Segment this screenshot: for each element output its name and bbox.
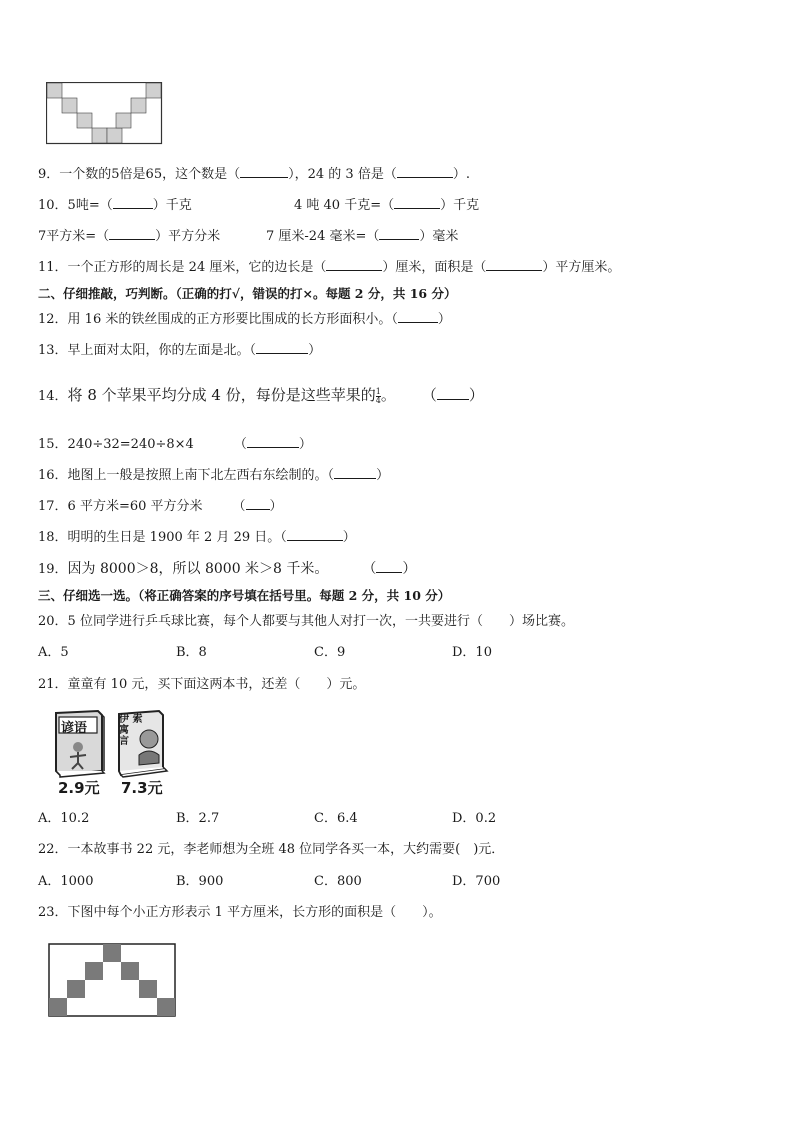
- grid-cell: [146, 83, 161, 98]
- question-number: 11．: [38, 260, 68, 275]
- question-17: 17．6 平方米=60 平方分米 （ ）: [38, 499, 283, 514]
- answer-blank[interactable]: [437, 387, 469, 400]
- section-2-heading: 二、仔细推敲，巧判断。（正确的打√，错误的打×。每题 2 分，共 16 分）: [38, 286, 457, 301]
- answer-blank[interactable]: [247, 435, 299, 448]
- answer-blank[interactable]: [379, 227, 419, 240]
- q20-option-d[interactable]: D．10: [452, 645, 492, 660]
- question-number: 19．: [38, 562, 68, 577]
- question-16: 16．地图上一般是按照上南下北左西右东绘制的。（ ）: [38, 468, 390, 483]
- question-19: 19．因为 8000＞8，所以 8000 米＞8 千米。 （ ）: [38, 561, 417, 577]
- answer-blank[interactable]: [240, 165, 288, 178]
- question-number: 12．: [38, 312, 68, 327]
- question-number: 10．: [38, 198, 68, 213]
- grid-cell: [139, 980, 157, 998]
- grid-cell: [103, 944, 121, 962]
- q21-option-a[interactable]: A．10.2: [38, 811, 90, 826]
- answer-blank[interactable]: [246, 497, 270, 510]
- question-number: 9．: [38, 167, 60, 182]
- answer-blank[interactable]: [287, 528, 343, 541]
- q22-option-c[interactable]: C．800: [314, 874, 362, 889]
- answer-blank[interactable]: [486, 258, 542, 271]
- q21-option-d[interactable]: D．0.2: [452, 811, 497, 826]
- book2-title: 伊 索 寓 言: [119, 714, 143, 747]
- q20-option-b[interactable]: B．8: [176, 645, 207, 660]
- answer-blank[interactable]: [398, 310, 438, 323]
- question-18: 18．明明的生日是 1900 年 2 月 29 日。（ ）: [38, 530, 356, 545]
- question-9: 9．一个数的5倍是65，这个数是（ ），24 的 3 倍是（ ）.: [38, 167, 470, 182]
- question-14: 14．将 8 个苹果平均分成 4 份，每份是这些苹果的 $\frac{1}{4}$ 。 （ ）: [38, 386, 484, 405]
- grid-cell: [67, 980, 85, 998]
- question-number: 13．: [38, 343, 68, 358]
- q20-option-c[interactable]: C．9: [314, 645, 346, 660]
- answer-blank[interactable]: [376, 560, 402, 573]
- section-3-heading: 三、仔细选一选。（将正确答案的序号填在括号里。每题 2 分，共 10 分）: [38, 588, 451, 603]
- answer-blank[interactable]: [256, 341, 308, 354]
- question-10-part-d: 7 厘米-24 毫米=（ ）毫米: [266, 229, 459, 244]
- answer-blank[interactable]: [397, 165, 453, 178]
- question-13: 13．早上面对太阳，你的左面是北。（ ）: [38, 343, 322, 358]
- question-number: 17．: [38, 499, 68, 514]
- q21-option-c[interactable]: C．6.4: [314, 811, 358, 826]
- grid-cell: [47, 83, 62, 98]
- question-number: 18．: [38, 530, 68, 545]
- question-10-row-1: 10．5吨=（ ）千克: [38, 198, 192, 213]
- grid-cell: [107, 128, 122, 143]
- question-15: 15．240÷32=240÷8×4 （ ）: [38, 437, 312, 452]
- grid-cell: [157, 998, 175, 1016]
- question-22: 22．一本故事书 22 元，李老师想为全班 48 位同学各买一本，大约需要( )元．: [38, 842, 505, 857]
- question-number: 22．: [38, 842, 68, 857]
- grid-cell: [77, 113, 92, 128]
- book1-price: 2.9元: [58, 779, 100, 797]
- question-number: 14．: [38, 389, 68, 404]
- grid-cell: [49, 998, 67, 1016]
- book2-price: 7.3元: [121, 779, 163, 797]
- question-10-row-2: 7平方米=（ ）平方分米: [38, 229, 221, 244]
- question-20: 20．5 位同学进行乒乓球比赛，每个人都要与其他人对打一次，一共要进行（ ）场比赛。: [38, 614, 574, 629]
- q22-option-a[interactable]: A．1000: [38, 874, 94, 889]
- question-10-part-b: 4 吨 40 千克=（ ）千克: [294, 198, 480, 213]
- q23-grid-figure: [48, 943, 178, 1019]
- question-number: 15．: [38, 437, 68, 452]
- question-number: 20．: [38, 614, 68, 629]
- grid-cell: [85, 962, 103, 980]
- q22-option-b[interactable]: B．900: [176, 874, 224, 889]
- fraction-one-quarter: $\frac{1}{4}$: [375, 386, 381, 405]
- question-11: 11．一个正方形的周长是 24 厘米，它的边长是（ ）厘米，面积是（ ）平方厘米。: [38, 260, 621, 275]
- q8-grid-figure: [46, 82, 164, 148]
- grid-cell: [92, 128, 107, 143]
- question-number: 16．: [38, 468, 68, 483]
- grid-cell: [62, 98, 77, 113]
- question-number: 23．: [38, 905, 68, 920]
- question-23: 23．下图中每个小正方形表示 1 平方厘米，长方形的面积是（ ）。: [38, 905, 442, 920]
- answer-blank[interactable]: [334, 466, 376, 479]
- book1-title: 谚语: [61, 721, 88, 736]
- q20-option-a[interactable]: A．5: [38, 645, 69, 660]
- grid-cell: [131, 98, 146, 113]
- answer-blank[interactable]: [326, 258, 382, 271]
- q21-option-b[interactable]: B．2.7: [176, 811, 220, 826]
- answer-blank[interactable]: [113, 196, 153, 209]
- grid-cell: [116, 113, 131, 128]
- answer-blank[interactable]: [109, 227, 155, 240]
- answer-blank[interactable]: [394, 196, 440, 209]
- question-number: 21．: [38, 677, 68, 692]
- grid-cell: [121, 962, 139, 980]
- q22-option-d[interactable]: D．700: [452, 874, 501, 889]
- question-12: 12．用 16 米的铁丝围成的正方形要比围成的长方形面积小。（ ）: [38, 312, 451, 327]
- question-21: 21．童童有 10 元，买下面这两本书，还差（ ）元。: [38, 677, 366, 692]
